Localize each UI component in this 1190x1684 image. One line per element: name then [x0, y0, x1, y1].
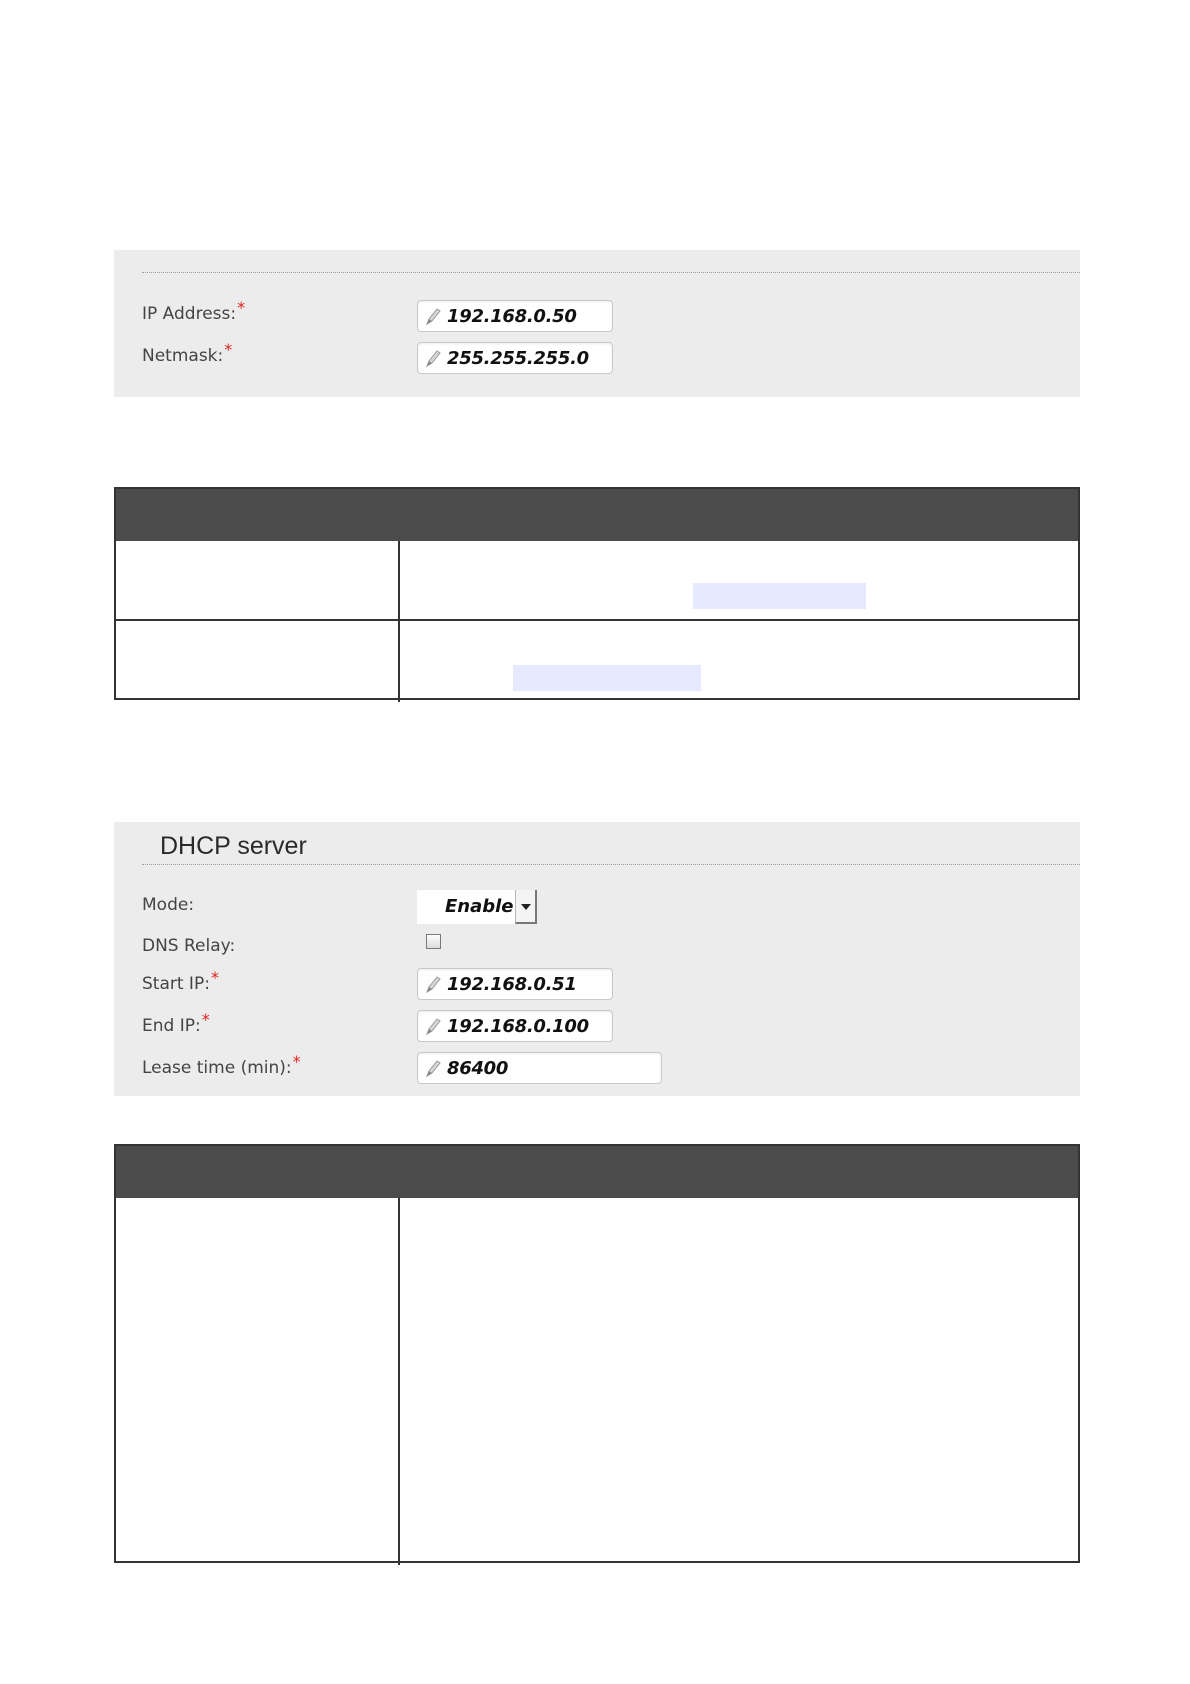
- required-mark: *: [237, 298, 246, 317]
- dropdown-arrow-icon[interactable]: [515, 890, 537, 924]
- panel-title: DHCP server: [160, 832, 307, 860]
- mode-select[interactable]: [417, 890, 537, 924]
- dns-relay-label: DNS Relay:: [142, 936, 236, 956]
- required-mark: *: [224, 340, 233, 359]
- pencil-icon: [424, 975, 442, 995]
- mode-value: Enable: [445, 896, 514, 917]
- lease-time-value: 86400: [447, 1058, 509, 1079]
- panel-divider: [142, 864, 1080, 865]
- lease-time-input[interactable]: [417, 1052, 662, 1084]
- column-divider: [398, 541, 400, 702]
- start-ip-label: Start IP:*: [142, 968, 219, 994]
- end-ip-value: 192.168.0.100: [447, 1016, 589, 1037]
- ip-address-label: IP Address:*: [142, 298, 246, 324]
- column-divider: [398, 1198, 400, 1565]
- highlighted-text: [693, 583, 866, 609]
- netmask-label: Netmask:*: [142, 340, 233, 366]
- pencil-icon: [424, 349, 442, 369]
- highlighted-text: [513, 665, 701, 691]
- end-ip-label: End IP:*: [142, 1010, 210, 1036]
- required-mark: *: [292, 1052, 301, 1071]
- pencil-icon: [424, 1017, 442, 1037]
- mode-label: Mode:: [142, 895, 195, 915]
- lease-time-label: Lease time (min):*: [142, 1052, 301, 1078]
- netmask-value: 255.255.255.0: [447, 348, 589, 369]
- netmask-input[interactable]: [417, 342, 613, 374]
- parameters-table: [114, 1144, 1080, 1563]
- start-ip-value: 192.168.0.51: [447, 974, 577, 995]
- required-mark: *: [201, 1010, 210, 1029]
- ip-address-input[interactable]: [417, 300, 613, 332]
- table-header: [116, 1146, 1078, 1198]
- row-divider: [116, 619, 1078, 621]
- pencil-icon: [424, 1059, 442, 1079]
- lan-settings-panel: [114, 250, 1080, 397]
- required-mark: *: [210, 968, 219, 987]
- pencil-icon: [424, 307, 442, 327]
- start-ip-input[interactable]: [417, 968, 613, 1000]
- table-header: [116, 489, 1078, 541]
- end-ip-input[interactable]: [417, 1010, 613, 1042]
- dhcp-server-panel: [114, 822, 1080, 1096]
- dns-relay-checkbox[interactable]: [426, 934, 441, 949]
- parameters-table: [114, 487, 1080, 700]
- ip-address-value: 192.168.0.50: [447, 306, 577, 327]
- panel-divider: [142, 272, 1080, 273]
